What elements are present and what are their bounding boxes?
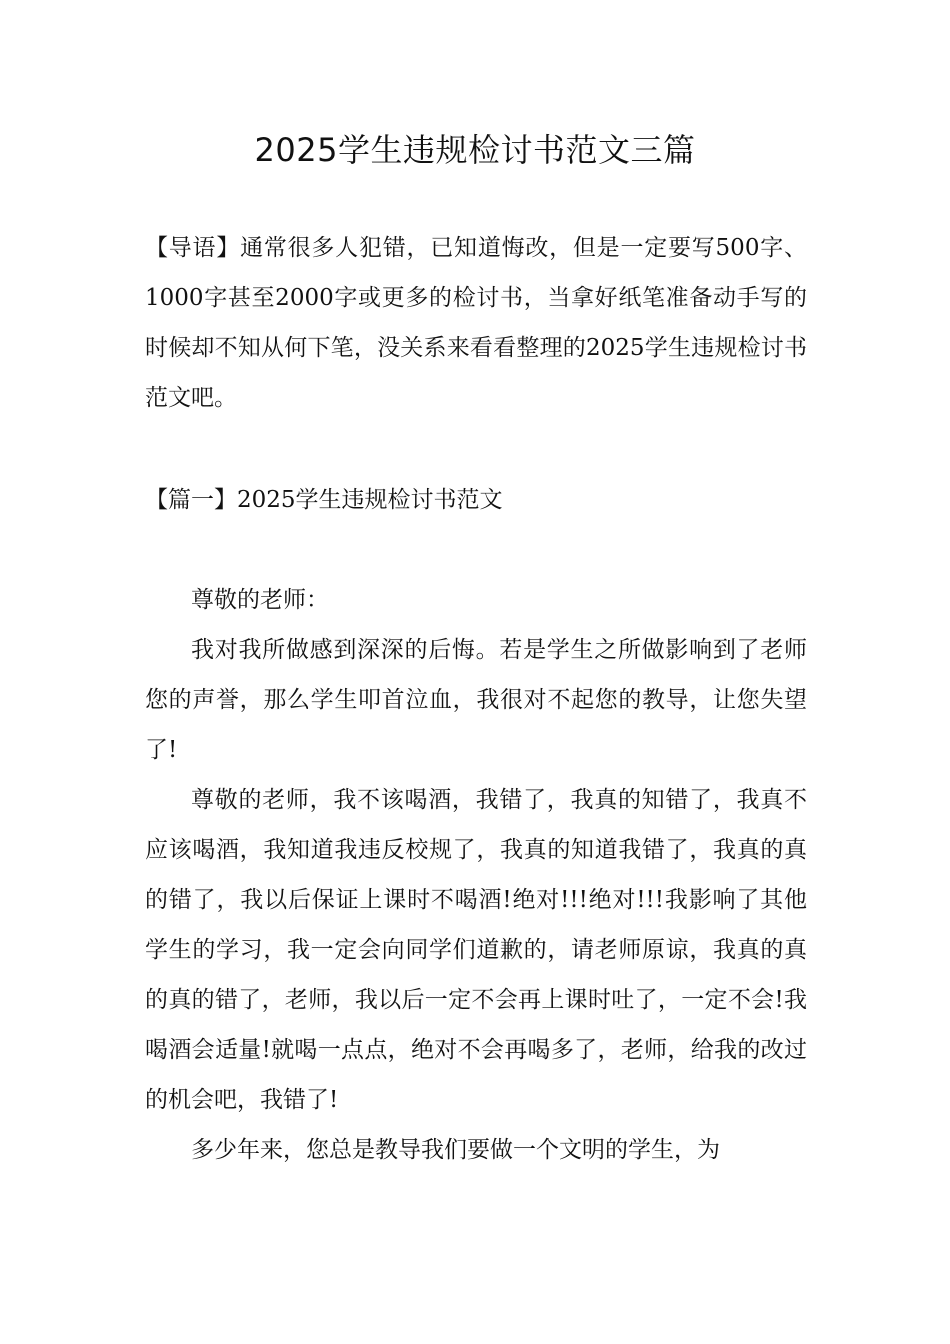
intro-paragraph: 【导语】通常很多人犯错，已知道悔改，但是一定要写500字、1000字甚至2000字或更多的检讨书，当拿好纸笔准备动手写的时候却不知从何下笔，没关系来看看整理的2025学生违规检讨书范文吧。 — [145, 235, 807, 411]
section-heading: 【篇一】2025学生违规检讨书范文 — [145, 487, 503, 513]
document-title: 2025学生违规检讨书范文三篇 — [254, 131, 696, 169]
body-paragraph: 多少年来，您总是教导我们要做一个文明的学生，为 — [191, 1137, 720, 1163]
body-paragraph: 尊敬的老师，我不该喝酒，我错了，我真的知错了，我真不应该喝酒，我知道我违反校规了，我真的知道我错了，我真的真的错了，我以后保证上课时不喝酒!绝对!!!绝对!!!我影响了其他学生的学习，我一定会向同学们道歉的，请老师原谅，我真的真的真的错了，老师，我以后一定不会再上课时吐了，一定不会!我喝酒会适量!就喝一点点，绝对不会再喝多了，老师，给我的改过的机会吧，我错了! — [145, 787, 807, 1113]
letter-body — [145, 575, 807, 1175]
body-paragraph: 我对我所做感到深深的后悔。若是学生之所做影响到了老师您的声誉，那么学生叩首泣血，我很对不起您的教导，让您失望了! — [145, 637, 807, 763]
salutation: 尊敬的老师： — [191, 587, 329, 613]
